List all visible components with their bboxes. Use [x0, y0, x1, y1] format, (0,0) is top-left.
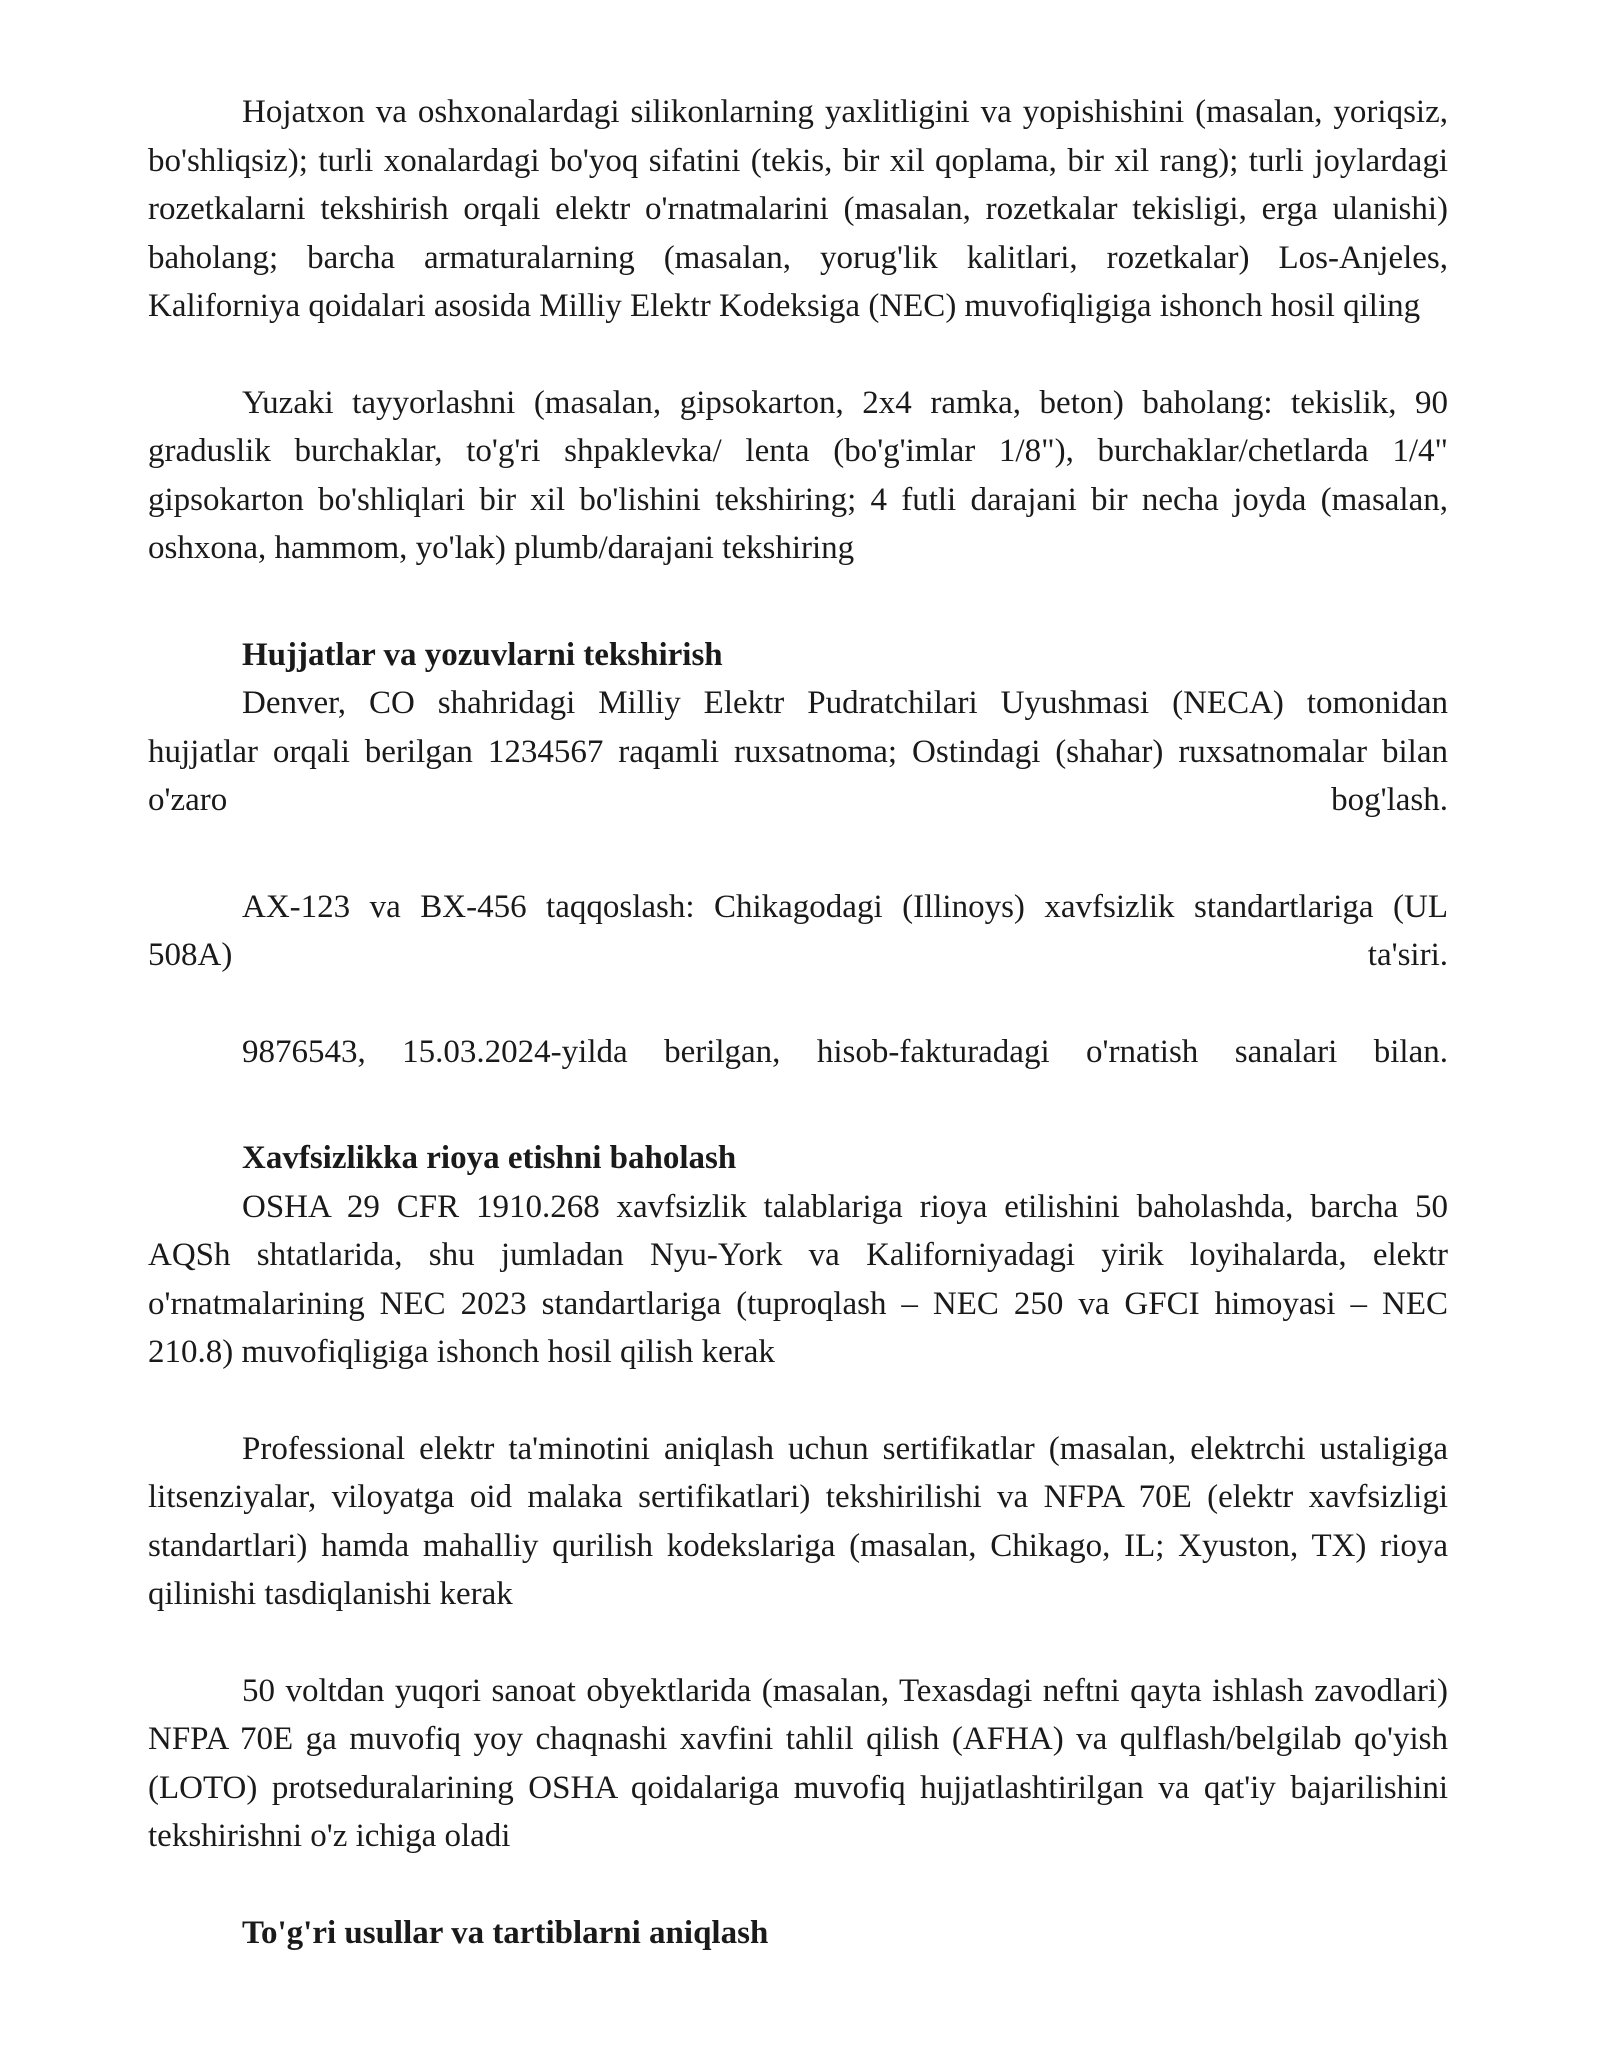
spacer: [148, 1619, 1448, 1667]
spacer: [148, 331, 1448, 379]
paragraph-surface-preparation: Yuzaki tayyorlashni (masalan, gipsokarton, 2x4 ramka, beton) baholang: tekislik, 90 graduslik burchaklar, to'g'ri shpaklevka/ lenta (bo'g'imlar 1/8"), burchaklar/chetlarda 1/4" gipsokarton bo'shliqlari bir xil bo'lishini tekshiring; 4 futli darajani bir necha joyda (masalan, oshxona, hammom, yo'lak) plumb/darajani tekshiring: [148, 384, 1448, 566]
paragraph-osha: OSHA 29 CFR 1910.268 xavfsizlik talablariga rioya etilishini baholashda, barcha 50 AQSh shtatlarida, shu jumladan Nyu-York va Kaliforniyadagi yirik loyihalarda, elektr o'rnatmalarining NEC 2023 standartlariga (tuproqlash – NEC 250 va GFCI himoyasi – NEC 210.8) muvofiqligiga ishonch hosil qilish kerak: [148, 1188, 1448, 1370]
paragraph-comparison: AX-123 va BX-456 taqqoslash: Chikagodagi (Illinoys) xavfsizlik standartlariga (UL 508A) ta'siri.: [148, 888, 1448, 973]
spacer: [148, 825, 1448, 883]
spacer: [148, 1076, 1448, 1134]
paragraph-silicone-inspection: Hojatxon va oshxonalardagi silikonlarning yaxlitligini va yopishishini (masalan, yoriqsiz, bo'shliqsiz); turli xonalardagi bo'yoq sifatini (tekis, bir xil qoplama, bir xil rang); turli joylardagi rozetkalarni tekshirish orqali elektr o'rnatmalarini (masalan, rozetkalar tekisligi, erga ulanishi) baholang; barcha armaturalarning (masalan, yorug'lik kalitlari, rozetkalar) Los-Anjeles, Kaliforniya qoidalari asosida Milliy Elektr Kodeksiga (NEC) muvofiqligiga ishonch hosil qiling: [148, 94, 1448, 324]
paragraph-arc-flash: 50 voltdan yuqori sanoat obyektlarida (masalan, Texasdagi neftni qayta ishlash zavodlari) NFPA 70E ga muvofiq yoy chaqnashi xavfini tahlil qilish (AFHA) va qulflash/belgilab qo'yish (LOTO) protseduralarining OSHA qoidalariga muvofiq hujjatlashtirilgan va qat'iy bajarilishini tekshirishni o'z ichiga oladi: [148, 1672, 1448, 1854]
spacer: [148, 1377, 1448, 1425]
section-heading-methods: To'g'ri usullar va tartiblarni aniqlash: [242, 1914, 769, 1951]
section-heading-documents: Hujjatlar va yozuvlarni tekshirish: [242, 636, 723, 673]
spacer: [148, 573, 1448, 631]
paragraph-certificates: Professional elektr ta'minotini aniqlash uchun sertifikatlar (masalan, elektrchi ustaligiga litsenziyalar, viloyatga oid malaka sertifikatlari) tekshirilishi va NFPA 70E (elektr xavfsizligi standartlari) hamda mahalliy qurilish kodekslariga (masalan, Chikago, IL; Xyuston, TX) rioya qilinishi tasdiqlanishi kerak: [148, 1430, 1448, 1612]
paragraph-permit: Denver, CO shahridagi Milliy Elektr Pudratchilari Uyushmasi (NECA) tomonidan hujjatlar orqali berilgan 1234567 raqamli ruxsatnoma; Ostindagi (shahar) ruxsatnomalar bilan o'zaro bog'lash.: [148, 685, 1448, 818]
spacer: [148, 1861, 1448, 1909]
paragraph-invoice: 9876543, 15.03.2024-yilda berilgan, hisob-fakturadagi o'rnatish sanalari bilan.: [242, 1033, 1448, 1070]
spacer: [148, 980, 1448, 1028]
section-heading-safety: Xavfsizlikka rioya etishni baholash: [242, 1140, 737, 1176]
